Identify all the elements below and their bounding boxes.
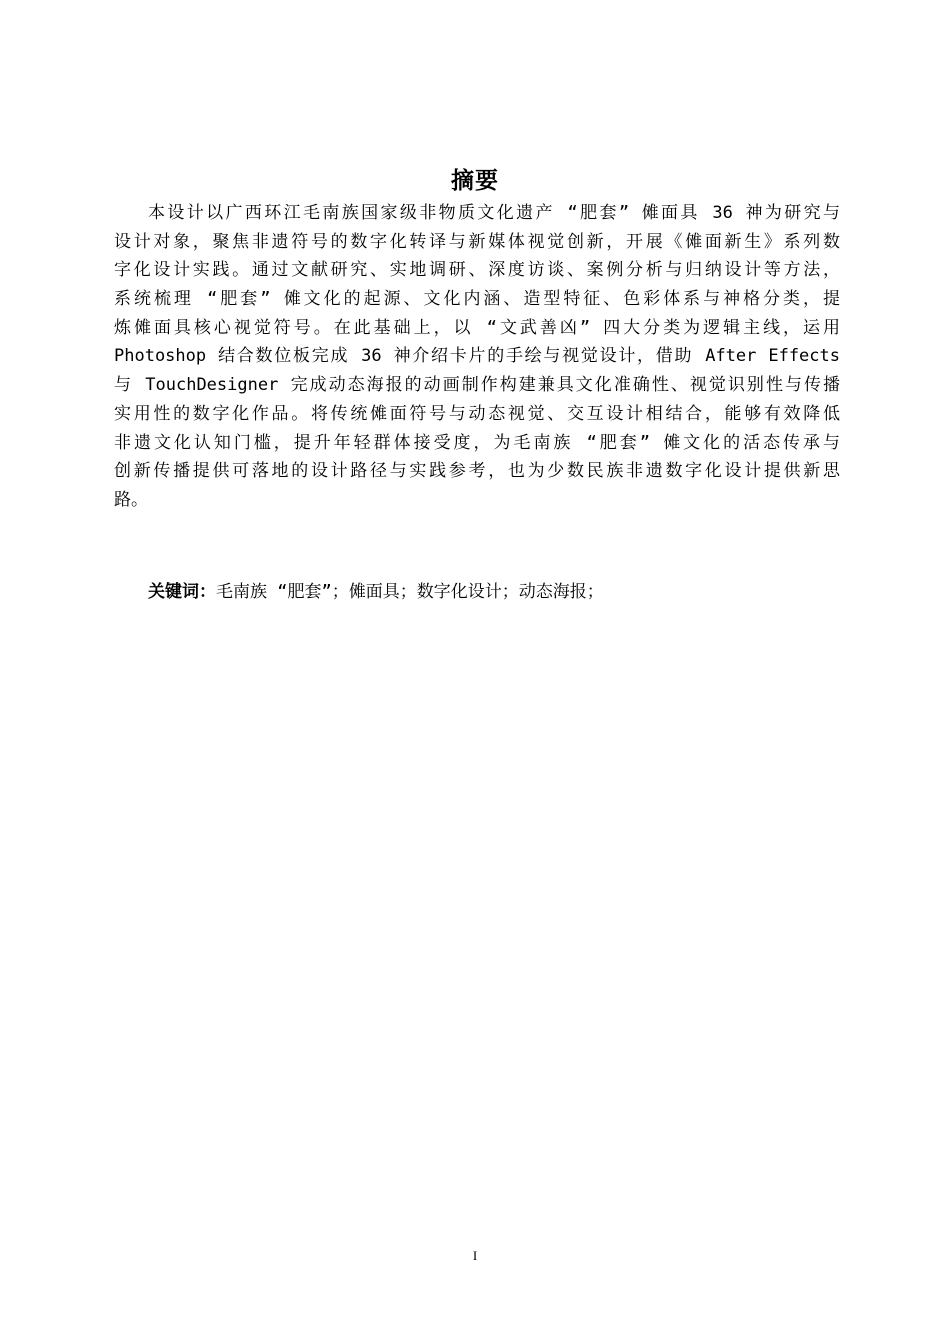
abstract-line: 系统梳理 “肥套” 傩文化的起源、文化内涵、造型特征、色彩体系与神格分类，提: [114, 289, 840, 310]
abstract-line: 非遗文化认知门槛，提升年轻群体接受度，为毛南族 “肥套” 傩文化的活态传承与: [114, 432, 840, 453]
abstract-line: 炼傩面具核心视觉符号。在此基础上，以 “文武善凶” 四大分类为逻辑主线，运用: [114, 317, 840, 338]
abstract-line: 创新传播提供可落地的设计路径与实践参考，也为少数民族非遗数字化设计提供新思: [114, 461, 840, 482]
abstract-line: 实用性的数字化作品。将传统傩面符号与动态视觉、交互设计相结合，能够有效降低: [114, 403, 840, 424]
abstract-body: [114, 199, 840, 515]
abstract-line: Photoshop 结合数位板完成 36 神介绍卡片的手绘与视觉设计，借助 After Effects: [114, 346, 840, 367]
keywords-label: 关键词：: [148, 582, 216, 602]
abstract-line: 设计对象，聚焦非遗符号的数字化转译与新媒体视觉创新，开展《傩面新生》系列数: [114, 231, 840, 252]
page-number: I: [472, 1248, 478, 1263]
abstract-line: 路。: [114, 489, 148, 510]
keywords-line: [148, 578, 604, 606]
abstract-line: 字化设计实践。通过文献研究、实地调研、深度访谈、案例分析与归纳设计等方法，: [114, 260, 840, 281]
abstract-line: 与 TouchDesigner 完成动态海报的动画制作构建兼具文化准确性、视觉识别性与传播: [114, 375, 840, 396]
abstract-line: 本设计以广西环江毛南族国家级非物质文化遗产 “肥套” 傩面具 36 神为研究与: [148, 203, 840, 223]
keywords-text: 毛南族 “肥套”；傩面具；数字化设计；动态海报；: [216, 582, 604, 602]
abstract-title: 摘要: [451, 168, 499, 194]
